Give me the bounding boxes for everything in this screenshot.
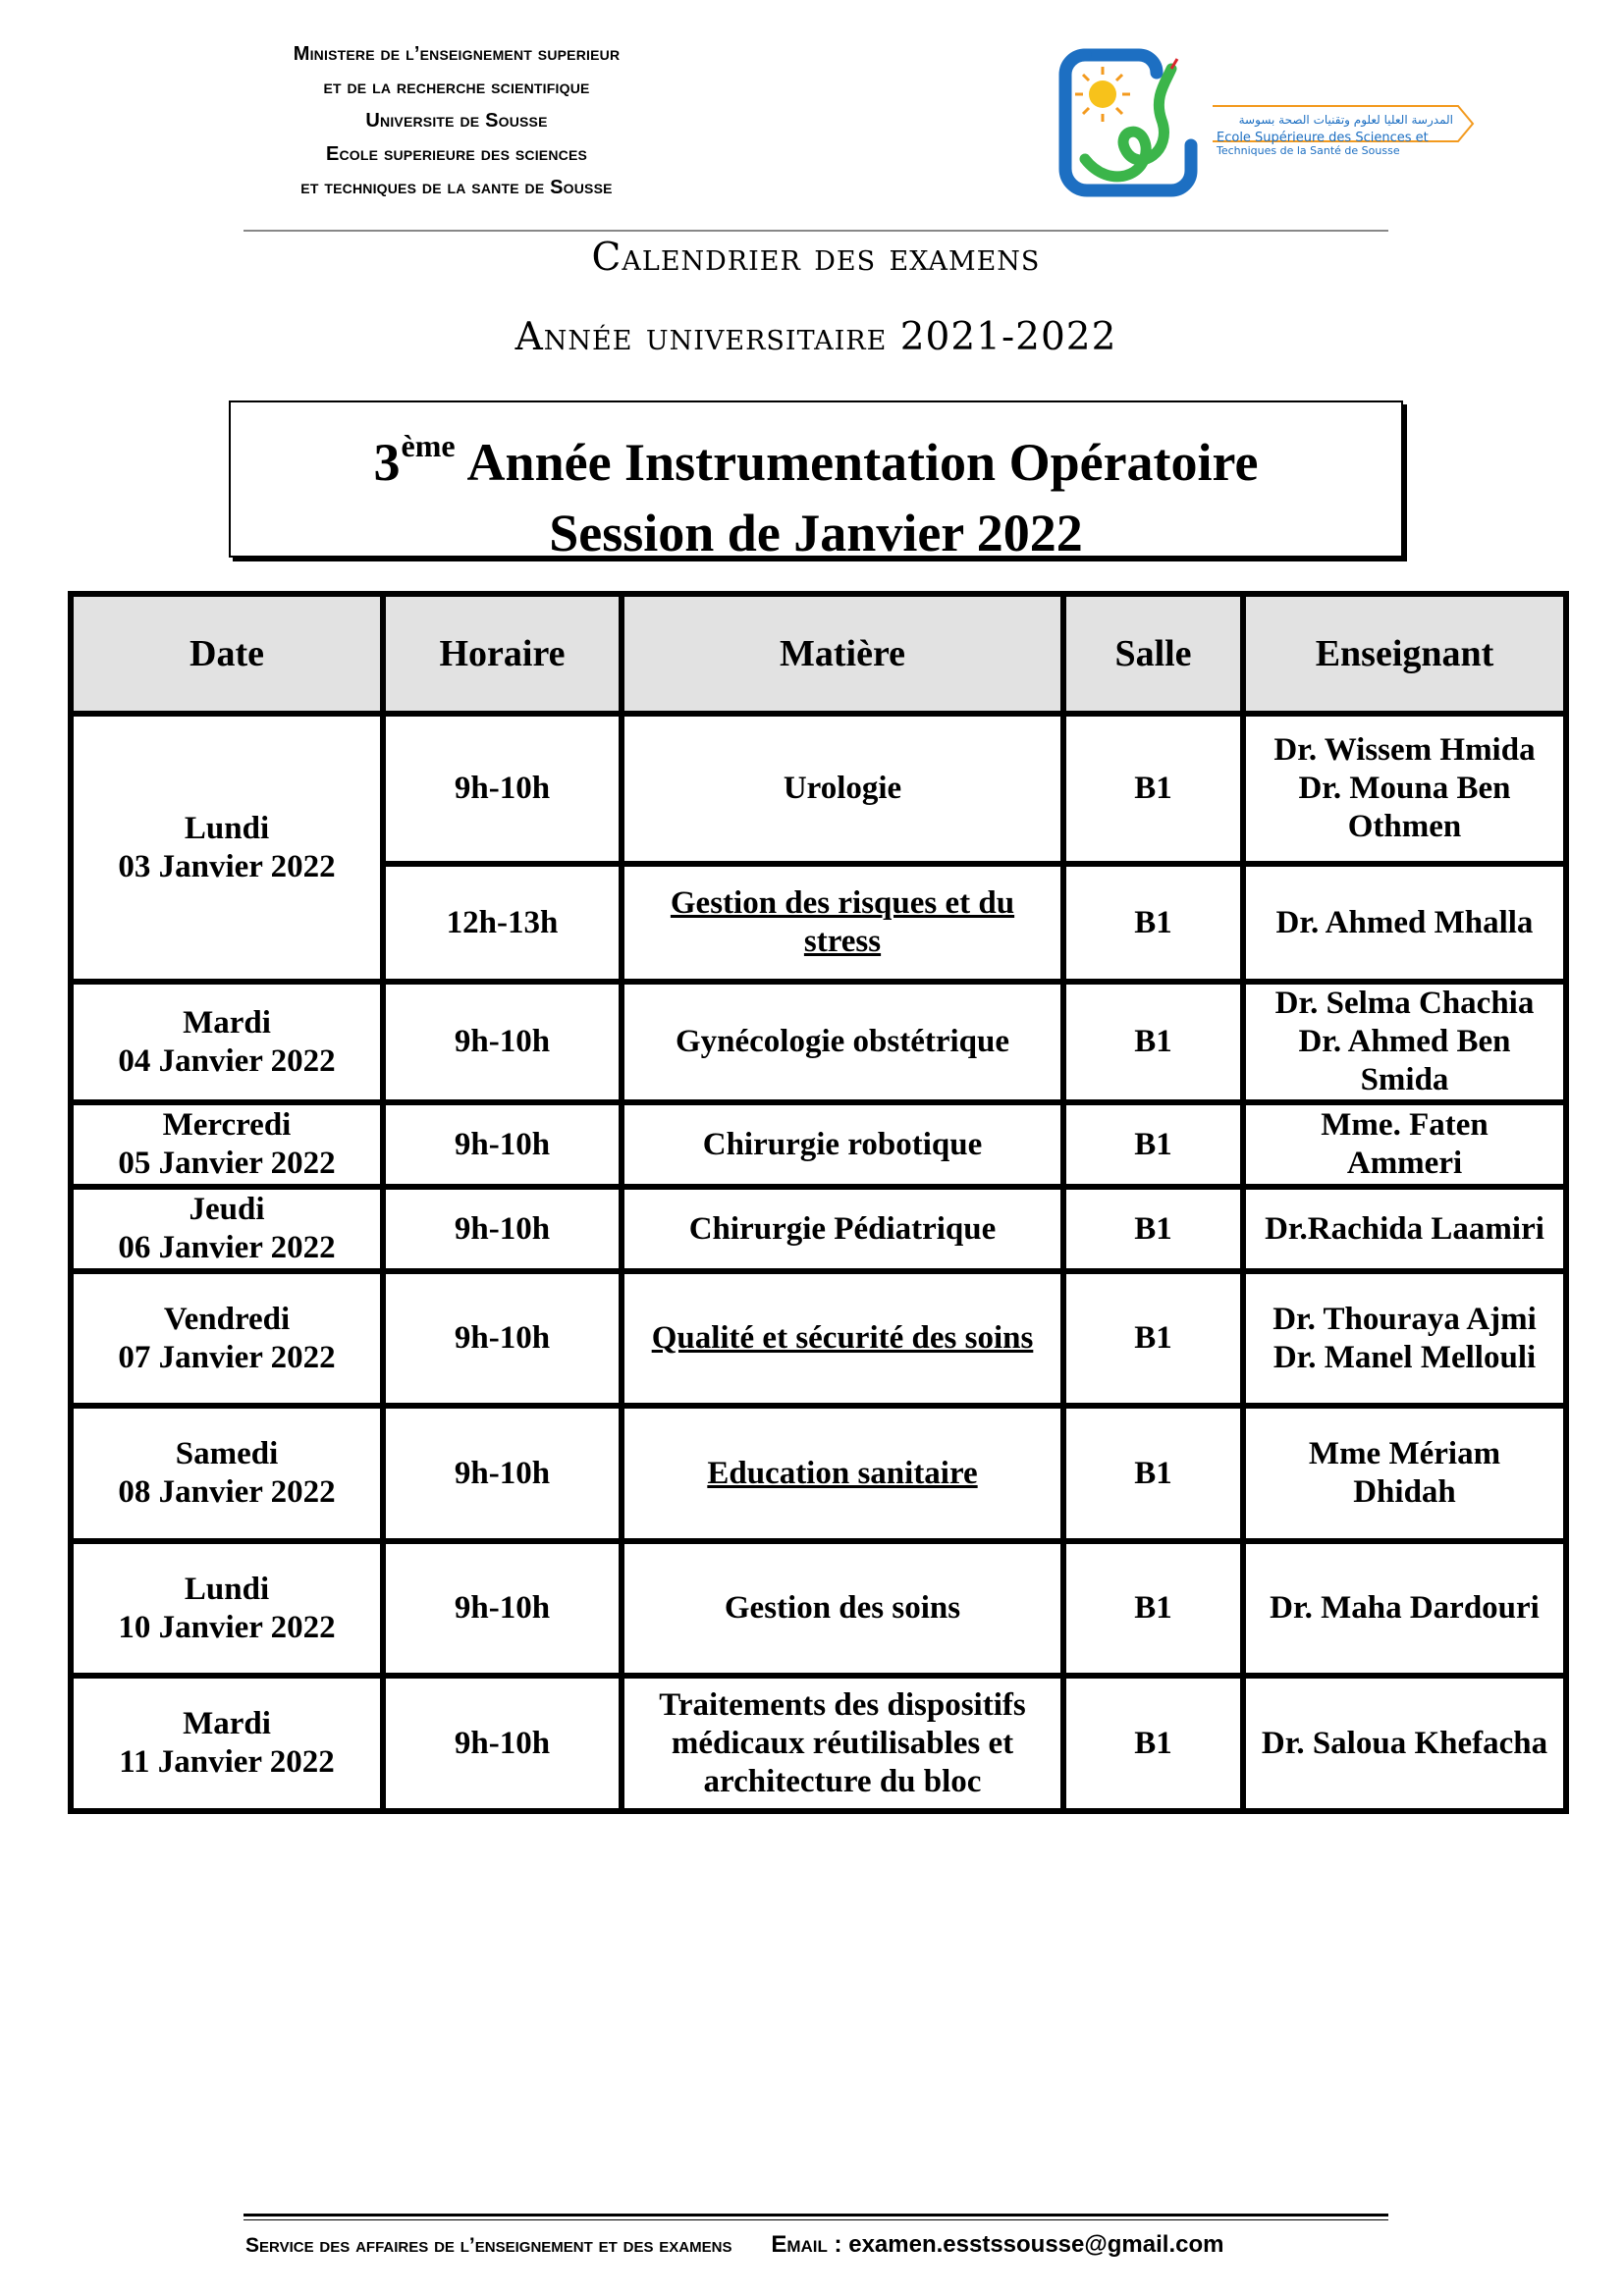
calendar-title: Calendrier des examens	[591, 236, 1041, 280]
footer-email-label: Email :	[771, 2231, 842, 2258]
logo-fr-line2: Techniques de la Santé de Sousse	[1217, 144, 1400, 157]
school-logo	[1056, 43, 1478, 205]
teacher-cell	[1243, 1406, 1566, 1541]
time-cell: 9h-10h	[383, 982, 622, 1102]
subject-cell: Chirurgie Pédiatrique	[622, 1187, 1063, 1271]
session-title: Session de Janvier 2022	[549, 504, 1083, 562]
date-cell	[71, 1406, 383, 1541]
program-title	[231, 410, 1401, 498]
year-title: Année universitaire 2021-2022	[514, 315, 1117, 359]
ministry-line: Ecole superieure des sciences	[325, 143, 588, 165]
school-logo-icon	[1056, 43, 1478, 205]
subject-cell: Chirurgie robotique	[622, 1102, 1063, 1187]
time-cell: 9h-10h	[383, 714, 622, 864]
day-name: Mardi	[183, 1004, 271, 1041]
day-name: Lundi	[184, 810, 270, 846]
room-cell: B1	[1063, 1271, 1243, 1406]
table-row	[71, 982, 1566, 1102]
teacher-line: Dhidah	[1353, 1474, 1456, 1510]
logo-fr-line1: Ecole Supérieure des Sciences et	[1217, 131, 1429, 145]
subject-cell: Urologie	[622, 714, 1063, 864]
day-name: Jeudi	[189, 1192, 265, 1227]
teacher-cell	[1243, 714, 1566, 864]
footer	[245, 2230, 1394, 2261]
teacher-cell	[1243, 1271, 1566, 1406]
time-cell: 9h-10h	[383, 1406, 622, 1541]
day-name: Samedi	[175, 1436, 279, 1471]
room-cell: B1	[1063, 1406, 1243, 1541]
table-header-row	[71, 594, 1566, 714]
program-year-number: 3	[373, 433, 401, 492]
subject-cell: Traitements des dispositifs médicaux réutilisables et architecture du bloc	[622, 1676, 1063, 1811]
date-value: 05 Janvier 2022	[118, 1146, 336, 1181]
teacher-line: Mme Mériam	[1308, 1436, 1501, 1471]
teacher-cell: Dr.Rachida Laamiri	[1243, 1187, 1566, 1271]
subject-cell: Gynécologie obstétrique	[622, 982, 1063, 1102]
date-cell	[71, 1676, 383, 1811]
header-salle: Salle	[1063, 594, 1243, 714]
header-date: Date	[71, 594, 383, 714]
day-name: Vendredi	[163, 1301, 291, 1337]
teacher-cell	[1243, 1102, 1566, 1187]
teacher-cell	[1243, 982, 1566, 1102]
date-value: 07 Janvier 2022	[118, 1339, 336, 1375]
ministry-line: Universite de Sousse	[365, 110, 548, 132]
date-value: 08 Janvier 2022	[118, 1474, 336, 1510]
room-cell: B1	[1063, 982, 1243, 1102]
day-name: Mercredi	[162, 1107, 292, 1143]
date-cell	[71, 1271, 383, 1406]
date-value: 06 Janvier 2022	[118, 1230, 336, 1265]
ministry-line: et de la recherche scientifique	[323, 77, 590, 98]
date-value: 04 Janvier 2022	[118, 1042, 336, 1079]
teacher-line: Dr. Manel Mellouli	[1272, 1339, 1537, 1375]
day-name: Lundi	[184, 1571, 270, 1607]
footer-service: Service des affaires de l’enseignement et des examens	[245, 2234, 732, 2257]
teacher-line: Ammeri	[1346, 1146, 1463, 1181]
date-cell	[71, 1187, 383, 1271]
subject-cell: Qualité et sécurité des soins	[622, 1271, 1063, 1406]
date-cell	[71, 714, 383, 982]
time-cell: 9h-10h	[383, 1541, 622, 1676]
date-value: 03 Janvier 2022	[118, 848, 336, 884]
teacher-cell: Dr. Maha Dardouri	[1243, 1541, 1566, 1676]
date-value: 11 Janvier 2022	[119, 1744, 335, 1780]
exam-schedule-table	[68, 591, 1569, 1814]
footer-email: examen.esstssousse@gmail.com	[848, 2231, 1224, 2258]
program-title-box	[229, 400, 1403, 562]
subject-cell: Gestion des soins	[622, 1541, 1063, 1676]
header-enseignant: Enseignant	[1243, 594, 1566, 714]
table-row	[71, 1102, 1566, 1187]
teacher-line: Dr. Mouna Ben	[1298, 771, 1511, 806]
subject-cell: Gestion des risques et du stress	[622, 864, 1063, 982]
table-row	[71, 1676, 1566, 1811]
ministry-line: Ministere de l’enseignement superieur	[293, 43, 621, 65]
table-row	[71, 714, 1566, 864]
footer-divider	[244, 2214, 1388, 2216]
room-cell: B1	[1063, 1676, 1243, 1811]
teacher-line: Othmen	[1347, 809, 1462, 844]
footer-email-block	[771, 2231, 1223, 2258]
program-year-suffix: ème	[401, 428, 456, 463]
date-value: 10 Janvier 2022	[118, 1609, 336, 1645]
teacher-line: Smida	[1360, 1062, 1449, 1097]
ministry-line: et techniques de la sante de Sousse	[300, 177, 613, 198]
program-name: Année Instrumentation Opératoire	[466, 433, 1259, 492]
table-row	[71, 1187, 1566, 1271]
teacher-cell: Dr. Ahmed Mhalla	[1243, 864, 1566, 982]
time-cell: 9h-10h	[383, 1271, 622, 1406]
room-cell: B1	[1063, 714, 1243, 864]
footer-divider-thin	[244, 2219, 1388, 2220]
time-cell: 12h-13h	[383, 864, 622, 982]
date-cell	[71, 1541, 383, 1676]
teacher-cell: Dr. Saloua Khefacha	[1243, 1676, 1566, 1811]
room-cell: B1	[1063, 1102, 1243, 1187]
time-cell: 9h-10h	[383, 1187, 622, 1271]
ministry-header	[236, 37, 677, 204]
room-cell: B1	[1063, 1541, 1243, 1676]
day-name: Mardi	[183, 1706, 271, 1741]
teacher-line: Dr. Wissem Hmida	[1273, 732, 1536, 768]
room-cell: B1	[1063, 1187, 1243, 1271]
table-row	[71, 1271, 1566, 1406]
table-row	[71, 1541, 1566, 1676]
subject-cell: Education sanitaire	[622, 1406, 1063, 1541]
date-cell	[71, 982, 383, 1102]
date-cell	[71, 1102, 383, 1187]
teacher-line: Dr. Selma Chachia	[1274, 986, 1535, 1021]
time-cell: 9h-10h	[383, 1102, 622, 1187]
header-horaire: Horaire	[383, 594, 622, 714]
room-cell: B1	[1063, 864, 1243, 982]
time-cell: 9h-10h	[383, 1676, 622, 1811]
table-row	[71, 1406, 1566, 1541]
teacher-line: Dr. Ahmed Ben	[1298, 1024, 1511, 1059]
header-matiere: Matière	[622, 594, 1063, 714]
logo-arabic-text: المدرسة العليا لعلوم وتقنيات الصحة بسوسة	[1238, 113, 1453, 127]
teacher-line: Dr. Thouraya Ajmi	[1272, 1301, 1537, 1337]
teacher-line: Mme. Faten	[1321, 1107, 1489, 1143]
